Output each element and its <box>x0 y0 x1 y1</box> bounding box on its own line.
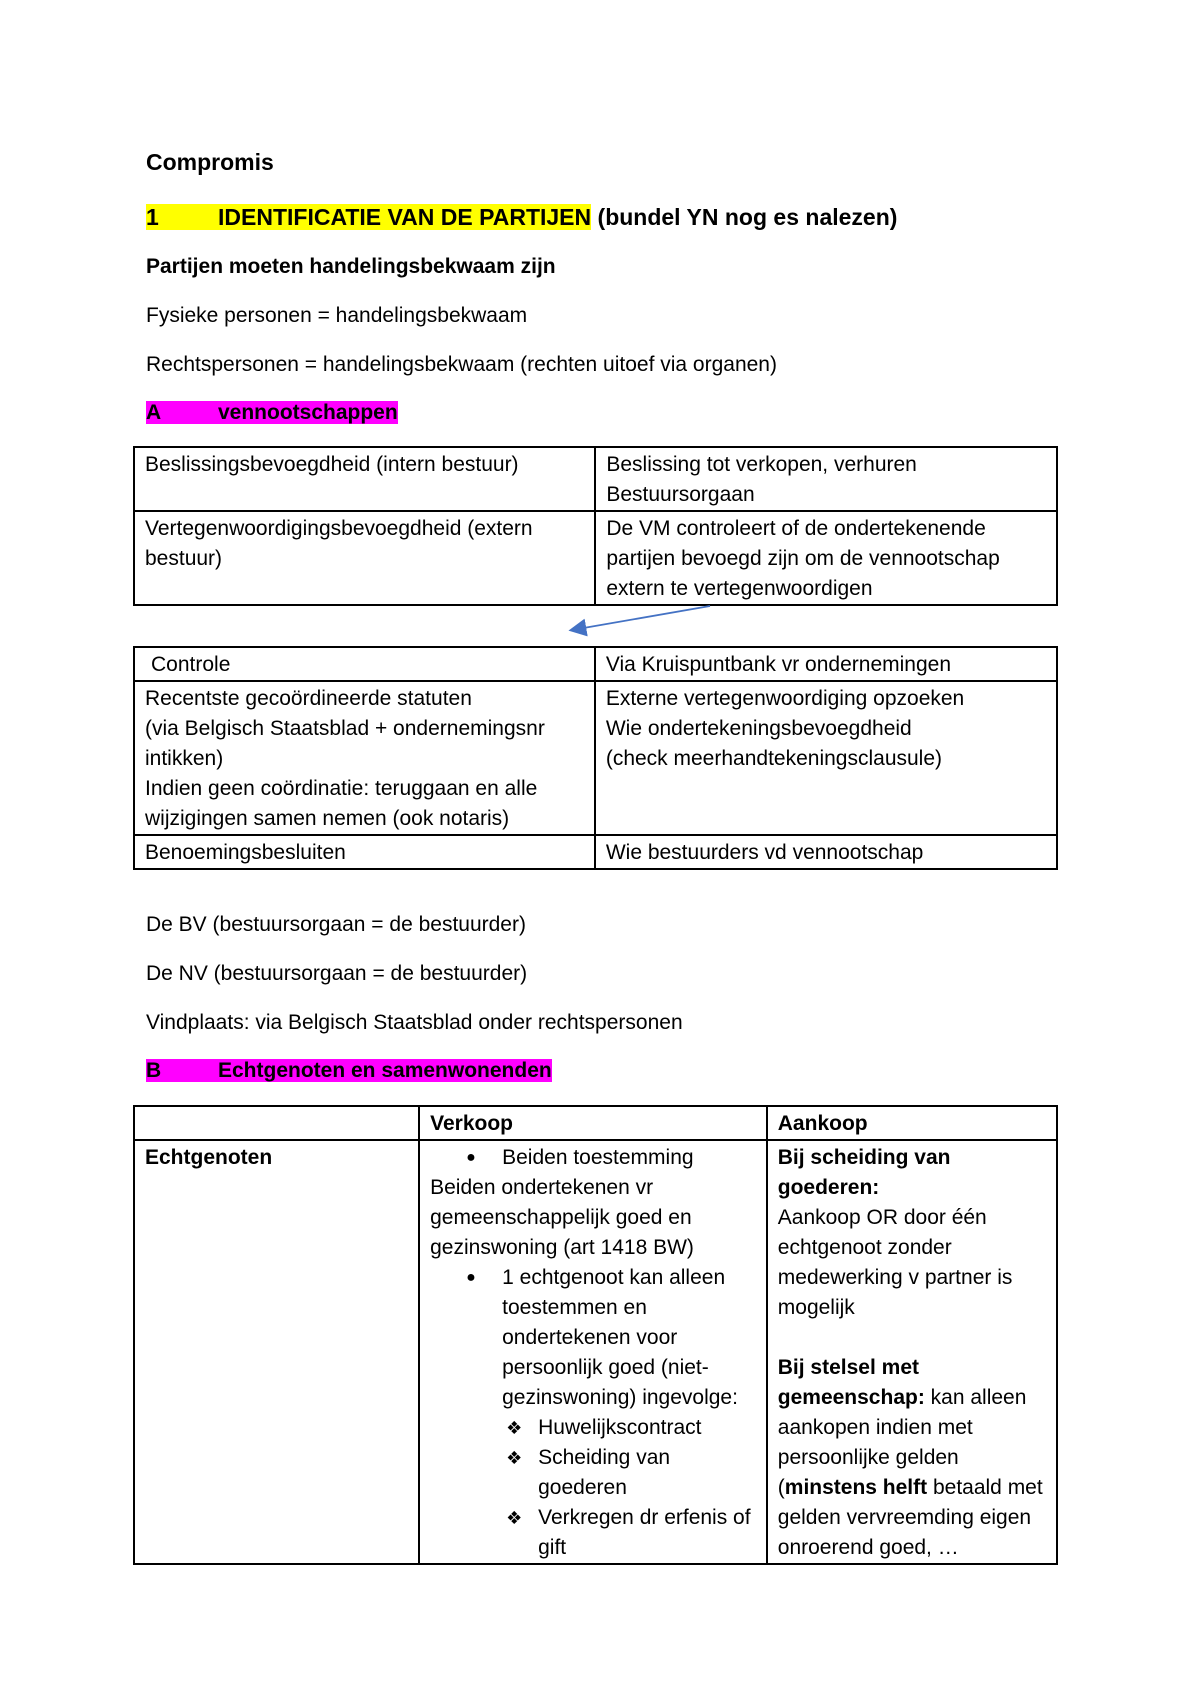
diamond-bullet-icon: ❖ <box>506 1418 523 1438</box>
table-header-cell <box>419 1106 767 1140</box>
aankoop-p3-bold: minstens helft <box>784 1476 928 1499</box>
cell-text: Beslissingsbevoegdheid (intern bestuur) <box>145 453 519 476</box>
table-header-cell <box>767 1106 1057 1140</box>
bullet-list <box>430 1143 756 1173</box>
table-cell <box>595 447 1057 511</box>
cell-text: Benoemingsbesluiten <box>145 841 346 864</box>
cell-text: Recentste gecoördineerde statuten <box>145 687 472 710</box>
row-label-echtgenoten: Echtgenoten <box>145 1146 273 1169</box>
aankoop-p3-open: ( <box>777 1476 785 1499</box>
cell-text: De VM controleert of de ondertekenende partijen bevoegd zijn om de vennootschap extern te vertegenwoordigen <box>606 517 1000 600</box>
column-header-aankoop: Aankoop <box>777 1112 868 1135</box>
sub-list-item <box>506 1413 756 1443</box>
document-title: Compromis <box>146 149 274 175</box>
table-cell <box>134 1140 419 1564</box>
table-header-row <box>134 647 1057 681</box>
cell-text: Wie ondertekeningsbevoegdheid <box>605 717 912 740</box>
line-fysieke-personen: Fysieke personen = handelingsbekwaam <box>146 304 528 327</box>
sub-bullet-list <box>502 1413 756 1563</box>
table-header-cell <box>134 647 595 681</box>
cell-text: Wie bestuurders vd vennootschap <box>605 841 924 864</box>
cell-text: (via Belgisch Staatsblad + ondernemingsnr intikken) <box>145 717 545 770</box>
table-cell <box>134 835 595 869</box>
table-bevoegdheid <box>133 446 1058 606</box>
cell-text: Indien geen coördinatie: teruggaan en alle wijzigingen samen nemen (ook notaris) <box>145 777 538 830</box>
aankoop-p1-text: Aankoop OR door één echtgenoot zonder medewerking v partner is mogelijk <box>777 1206 1013 1319</box>
sub-list-item-text: Huwelijkscontract <box>538 1416 702 1439</box>
sub-list-item <box>506 1443 756 1503</box>
aankoop-paragraph-1 <box>778 1143 1046 1323</box>
list-item <box>466 1143 756 1173</box>
section-1-note: (bundel YN nog es nalezen) <box>597 204 898 230</box>
sub-list-item-text: Verkregen dr erfenis of gift <box>538 1506 751 1559</box>
aankoop-p3-text: betaald met gelden vervreemding eigen onroerend goed, … <box>777 1476 1043 1559</box>
sub-list-item <box>506 1503 756 1563</box>
aankoop-p2-bold: Bij stelsel met gemeenschap: <box>777 1356 925 1409</box>
line-nv: De NV (bestuursorgaan = de bestuurder) <box>146 962 528 985</box>
aankoop-paragraph-2 <box>778 1353 1046 1563</box>
paragraph-spacer <box>778 1323 1046 1353</box>
section-1-highlight <box>146 204 591 230</box>
table-cell <box>595 835 1057 869</box>
table-header-cell <box>134 1106 419 1140</box>
cell-text: (check meerhandtekeningsclausule) <box>605 747 943 770</box>
line-rechtspersonen: Rechtspersonen = handelingsbekwaam (rechten uitoef via organen) <box>146 353 777 376</box>
table-row <box>134 681 1057 835</box>
subsection-b-letter: B <box>146 1059 162 1082</box>
arrow-left-icon <box>560 600 720 640</box>
subsection-b-heading <box>146 1056 552 1086</box>
line-partijen: Partijen moeten handelingsbekwaam zijn <box>146 255 556 278</box>
subsection-a-highlight <box>146 401 398 424</box>
section-1-title: IDENTIFICATIE VAN DE PARTIJEN <box>218 204 592 230</box>
sub-list-item-text: Scheiding van goederen <box>538 1446 671 1499</box>
list-item <box>466 1263 756 1563</box>
list-item-text: 1 echtgenoot kan alleen toestemmen en ondertekenen voor persoonlijk goed (niet-gezinswoning) ingevolge: <box>502 1266 738 1409</box>
list-item-text: Beiden toestemming <box>502 1146 694 1169</box>
table-cell <box>134 447 595 511</box>
table-cell <box>595 511 1057 605</box>
section-1-number: 1 <box>146 204 159 230</box>
subsection-b-title: Echtgenoten en samenwonenden <box>218 1059 552 1082</box>
table-row <box>134 835 1057 869</box>
subsection-a-letter: A <box>146 401 162 424</box>
cell-text: Externe vertegenwoordiging opzoeken <box>605 687 965 710</box>
bullet-list <box>430 1263 756 1563</box>
bullet-dot-icon: ● <box>466 1149 476 1166</box>
diamond-bullet-icon: ❖ <box>506 1508 523 1528</box>
line-vindplaats: Vindplaats: via Belgisch Staatsblad onder rechtspersonen <box>146 1011 683 1034</box>
line-bv: De BV (bestuursorgaan = de bestuurder) <box>146 913 526 936</box>
bullet-dot-icon: ● <box>466 1269 476 1286</box>
table-header-row <box>134 1106 1057 1140</box>
subsection-a-title: vennootschappen <box>218 401 398 424</box>
table-cell <box>134 511 595 605</box>
cell-text: Controle <box>151 653 231 676</box>
verkoop-plain-text: Beiden ondertekenen vr gemeenschappelijk goed en gezinswoning (art 1418 BW) <box>430 1176 694 1259</box>
table-row <box>134 447 1057 511</box>
subsection-b-highlight <box>146 1059 552 1082</box>
cell-text: Vertegenwoordigingsbevoegdheid (extern bestuur) <box>145 517 533 570</box>
cell-text: Beslissing tot verkopen, verhuren <box>606 453 917 476</box>
table-row <box>134 1140 1057 1564</box>
cell-text: Via Kruispuntbank vr ondernemingen <box>605 653 951 676</box>
section-1-heading <box>146 202 897 232</box>
table-cell <box>595 681 1057 835</box>
aankoop-p2-text: kan alleen aankopen indien met persoonlijke gelden <box>777 1386 1027 1469</box>
table-cell <box>134 681 595 835</box>
diamond-bullet-icon: ❖ <box>506 1448 523 1468</box>
column-header-verkoop: Verkoop <box>430 1112 513 1135</box>
subsection-a-heading <box>146 398 398 428</box>
table-cell-verkoop <box>419 1140 767 1564</box>
table-echtgenoten <box>133 1105 1058 1565</box>
aankoop-p1-bold: Bij scheiding van goederen: <box>777 1146 951 1199</box>
table-header-cell <box>595 647 1057 681</box>
table-cell-aankoop <box>767 1140 1057 1564</box>
table-controle <box>133 646 1058 870</box>
cell-text: Bestuursorgaan <box>606 483 755 506</box>
table-row <box>134 511 1057 605</box>
